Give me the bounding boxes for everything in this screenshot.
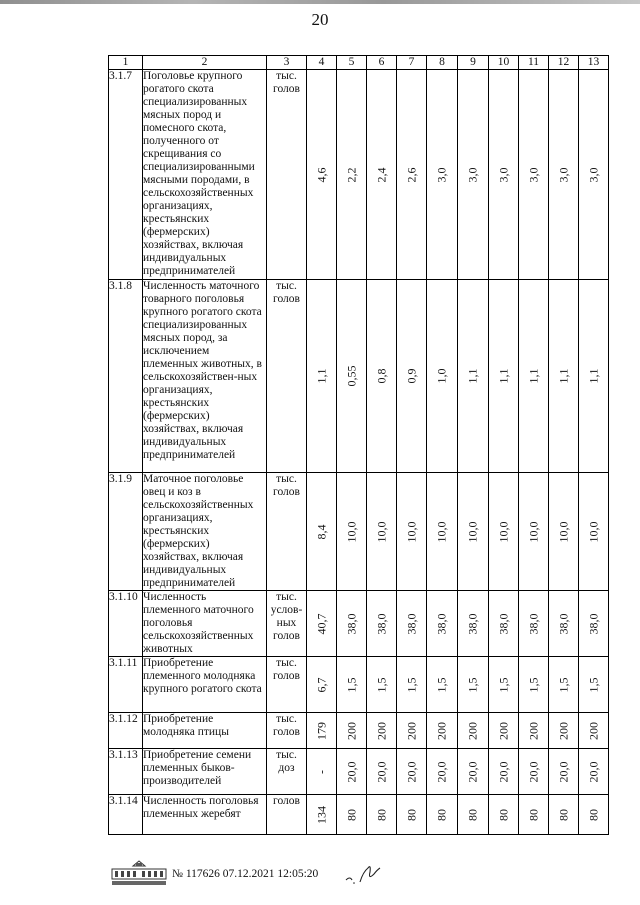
value-cell <box>489 713 519 749</box>
value-text: 38,0 <box>434 613 449 634</box>
value-text: 179 <box>314 721 328 740</box>
value-text: 3,0 <box>586 167 600 182</box>
value-text: 80 <box>465 808 480 821</box>
value-text: 10,0 <box>374 521 388 542</box>
indicator-name: Приобретение семени племенных быков-производителей <box>143 749 267 795</box>
unit-of-measure: тыс. голов <box>267 657 307 713</box>
value-cell <box>489 473 519 591</box>
value-text: 200 <box>586 721 600 740</box>
value-cell <box>489 70 519 280</box>
value-cell <box>519 280 549 473</box>
indicator-name: Поголовье крупного рогатого скота специализированных мясных пород и помесного скота, полученного от скрещивания со специализированными мясными породами, в сельскохозяйственных организациях, крестьянских (фермерских) хозяйствах, включая индивидуальных предпринимателей <box>143 70 267 280</box>
value-cell <box>337 657 367 713</box>
value-text: 20,0 <box>496 761 510 782</box>
column-header: 11 <box>519 56 549 70</box>
value-text: 80 <box>496 808 510 821</box>
value-text: 20,0 <box>465 761 480 782</box>
value-text: 80 <box>344 808 358 821</box>
value-cell <box>307 713 337 749</box>
table-row <box>109 795 609 835</box>
value-cell <box>307 70 337 280</box>
value-cell <box>458 795 489 835</box>
value-text: 2,4 <box>374 167 388 182</box>
value-cell <box>397 657 427 713</box>
value-text: 200 <box>404 721 418 740</box>
value-cell <box>427 713 458 749</box>
government-building-stamp-icon <box>110 858 168 888</box>
value-cell <box>458 473 489 591</box>
row-number: 3.1.10 <box>109 591 143 657</box>
unit-of-measure: тыс. голов <box>267 70 307 280</box>
signature-mark-icon <box>340 858 390 888</box>
row-number: 3.1.14 <box>109 795 143 835</box>
value-cell <box>579 70 609 280</box>
column-header: 2 <box>143 56 267 70</box>
value-text: 1,5 <box>434 677 449 692</box>
value-text: 3,0 <box>496 167 510 182</box>
row-number: 3.1.12 <box>109 713 143 749</box>
value-cell <box>519 657 549 713</box>
column-header: 6 <box>367 56 397 70</box>
value-text: 80 <box>556 808 570 821</box>
value-cell <box>519 473 549 591</box>
value-cell <box>427 657 458 713</box>
value-text: 38,0 <box>526 613 540 634</box>
value-text: 0,55 <box>344 365 358 387</box>
value-cell <box>397 280 427 473</box>
value-text: 3,0 <box>465 167 480 182</box>
value-text: 38,0 <box>556 613 570 634</box>
value-text: 200 <box>465 721 480 740</box>
value-text: 38,0 <box>374 613 388 634</box>
value-text: 38,0 <box>465 613 480 634</box>
value-text: 20,0 <box>434 761 449 782</box>
value-text: 1,1 <box>496 368 510 384</box>
table-row <box>109 657 609 713</box>
document-registration-mark: № 117626 07.12.2021 12:05:20 <box>172 868 319 880</box>
value-cell <box>337 749 367 795</box>
value-cell <box>307 657 337 713</box>
value-cell <box>579 713 609 749</box>
value-text: 200 <box>526 721 540 740</box>
table-row <box>109 473 609 591</box>
value-cell <box>427 70 458 280</box>
unit-of-measure: тыс. голов <box>267 280 307 473</box>
value-cell <box>337 713 367 749</box>
value-cell <box>549 591 579 657</box>
value-text: 10,0 <box>556 521 570 542</box>
value-cell <box>307 749 337 795</box>
value-cell <box>549 795 579 835</box>
unit-of-measure: голов <box>267 795 307 835</box>
value-text: 10,0 <box>586 521 600 542</box>
value-cell <box>519 70 549 280</box>
value-cell <box>489 749 519 795</box>
value-cell <box>307 795 337 835</box>
value-cell <box>397 591 427 657</box>
table-row <box>109 591 609 657</box>
value-text: 2,6 <box>404 167 418 182</box>
value-text: 1,1 <box>314 368 328 384</box>
value-cell <box>337 795 367 835</box>
table-row <box>109 280 609 473</box>
value-cell <box>549 657 579 713</box>
value-cell <box>579 795 609 835</box>
value-cell <box>367 657 397 713</box>
value-text: 38,0 <box>586 613 600 634</box>
value-text: 10,0 <box>434 521 449 542</box>
value-cell <box>489 657 519 713</box>
table-row <box>109 749 609 795</box>
value-cell <box>489 795 519 835</box>
value-text: 3,0 <box>526 167 540 182</box>
page-number: 20 <box>311 10 329 29</box>
value-text: 80 <box>374 808 388 821</box>
value-cell <box>519 795 549 835</box>
row-number: 3.1.9 <box>109 473 143 591</box>
value-text: 1,5 <box>465 677 480 692</box>
value-text: 38,0 <box>496 613 510 634</box>
value-text: 20,0 <box>344 761 358 782</box>
value-cell <box>519 749 549 795</box>
value-text: 1,5 <box>556 677 570 692</box>
row-number: 3.1.8 <box>109 280 143 473</box>
value-cell <box>489 280 519 473</box>
value-text: 80 <box>586 808 600 821</box>
value-cell <box>427 280 458 473</box>
column-header: 10 <box>489 56 519 70</box>
value-text: 10,0 <box>404 521 418 542</box>
value-text: 200 <box>556 721 570 740</box>
value-cell <box>579 657 609 713</box>
value-cell <box>367 280 397 473</box>
value-text: 200 <box>496 721 510 740</box>
value-text: 1,5 <box>586 677 600 692</box>
value-text: 200 <box>434 721 449 740</box>
value-cell <box>367 591 397 657</box>
column-header: 3 <box>267 56 307 70</box>
row-number: 3.1.13 <box>109 749 143 795</box>
value-cell <box>579 749 609 795</box>
value-cell <box>458 657 489 713</box>
value-cell <box>489 591 519 657</box>
value-text: 1,5 <box>496 677 510 692</box>
value-text: 3,0 <box>434 167 449 182</box>
value-text: 20,0 <box>586 761 600 782</box>
value-cell <box>458 591 489 657</box>
column-header: 7 <box>397 56 427 70</box>
value-text: 1,1 <box>586 368 600 384</box>
value-text: 1,5 <box>404 677 418 692</box>
indicator-name: Приобретение племенного молодняка крупного рогатого скота <box>143 657 267 713</box>
value-cell <box>367 70 397 280</box>
value-text: 2,2 <box>344 167 358 182</box>
value-text: 20,0 <box>404 761 418 782</box>
value-text: 20,0 <box>556 761 570 782</box>
value-cell <box>367 749 397 795</box>
value-text: 4,6 <box>314 167 328 182</box>
value-text: - <box>314 769 328 774</box>
value-text: 1,0 <box>434 368 449 384</box>
value-text: 10,0 <box>465 521 480 542</box>
value-text: 1,5 <box>526 677 540 692</box>
indicator-name: Численность маточного товарного поголовья крупного рогатого скота специализированных мясных пород, за исключением племенных животных, в сельскохозяйствен-ных организациях, крестьянских (фермерских) хозяйствах, включая индивидуальных предпринимателей <box>143 280 267 473</box>
value-cell <box>427 749 458 795</box>
value-cell <box>427 473 458 591</box>
column-header: 9 <box>458 56 489 70</box>
value-cell <box>549 280 579 473</box>
value-text: 20,0 <box>374 761 388 782</box>
value-cell <box>427 591 458 657</box>
value-cell <box>458 713 489 749</box>
indicators-table <box>108 55 609 835</box>
unit-of-measure: тыс. голов <box>267 473 307 591</box>
column-header: 13 <box>579 56 609 70</box>
value-text: 20,0 <box>526 761 540 782</box>
value-text: 3,0 <box>556 167 570 182</box>
row-number: 3.1.11 <box>109 657 143 713</box>
value-text: 10,0 <box>526 521 540 542</box>
unit-of-measure: тыс. услов-ных голов <box>267 591 307 657</box>
value-cell <box>397 713 427 749</box>
column-header: 4 <box>307 56 337 70</box>
column-header: 8 <box>427 56 458 70</box>
value-cell <box>519 591 549 657</box>
page-footer <box>110 858 530 888</box>
table-header-row <box>109 56 609 70</box>
value-cell <box>579 591 609 657</box>
value-cell <box>397 795 427 835</box>
value-text: 0,8 <box>374 368 388 384</box>
indicator-name: Численность племенного маточного поголовья сельскохозяйственных животных <box>143 591 267 657</box>
value-cell <box>549 70 579 280</box>
table-row <box>109 70 609 280</box>
value-cell <box>337 473 367 591</box>
indicator-name: Маточное поголовье овец и коз в сельскохозяйственных организациях, крестьянских (фермерских) хозяйствах, включая индивидуальных предпринимателей <box>143 473 267 591</box>
value-text: 1,1 <box>526 368 540 384</box>
value-text: 134 <box>314 805 328 824</box>
unit-of-measure: тыс. голов <box>267 713 307 749</box>
value-cell <box>307 591 337 657</box>
column-header: 5 <box>337 56 367 70</box>
indicator-name: Численность поголовья племенных жеребят <box>143 795 267 835</box>
value-text: 1,1 <box>465 368 480 384</box>
value-cell <box>307 280 337 473</box>
value-cell <box>549 473 579 591</box>
value-text: 0,9 <box>404 368 418 384</box>
value-cell <box>579 280 609 473</box>
value-text: 40,7 <box>314 613 328 634</box>
value-cell <box>367 473 397 591</box>
value-cell <box>397 70 427 280</box>
value-cell <box>549 713 579 749</box>
value-cell <box>337 591 367 657</box>
value-text: 80 <box>404 808 418 821</box>
value-cell <box>579 473 609 591</box>
table-row <box>109 713 609 749</box>
value-text: 10,0 <box>496 521 510 542</box>
value-cell <box>519 713 549 749</box>
value-cell <box>367 713 397 749</box>
value-text: 8,4 <box>314 524 328 539</box>
value-cell <box>307 473 337 591</box>
unit-of-measure: тыс. доз <box>267 749 307 795</box>
value-text: 200 <box>344 721 358 740</box>
value-text: 1,5 <box>344 677 358 692</box>
value-cell <box>458 70 489 280</box>
value-text: 38,0 <box>344 613 358 634</box>
value-cell <box>458 280 489 473</box>
value-text: 80 <box>526 808 540 821</box>
row-number: 3.1.7 <box>109 70 143 280</box>
scan-edge-artifact <box>0 0 640 4</box>
value-cell <box>549 749 579 795</box>
value-text: 38,0 <box>404 613 418 634</box>
value-text: 1,1 <box>556 368 570 384</box>
value-text: 10,0 <box>344 521 358 542</box>
column-header: 1 <box>109 56 143 70</box>
value-cell <box>337 70 367 280</box>
value-text: 1,5 <box>374 677 388 692</box>
value-cell <box>458 749 489 795</box>
value-text: 80 <box>434 808 449 821</box>
value-text: 6,7 <box>314 677 328 692</box>
indicator-name: Приобретение молодняка птицы <box>143 713 267 749</box>
value-cell <box>337 280 367 473</box>
value-cell <box>397 473 427 591</box>
value-text: 200 <box>374 721 388 740</box>
value-cell <box>397 749 427 795</box>
column-header: 12 <box>549 56 579 70</box>
value-cell <box>427 795 458 835</box>
value-cell <box>367 795 397 835</box>
